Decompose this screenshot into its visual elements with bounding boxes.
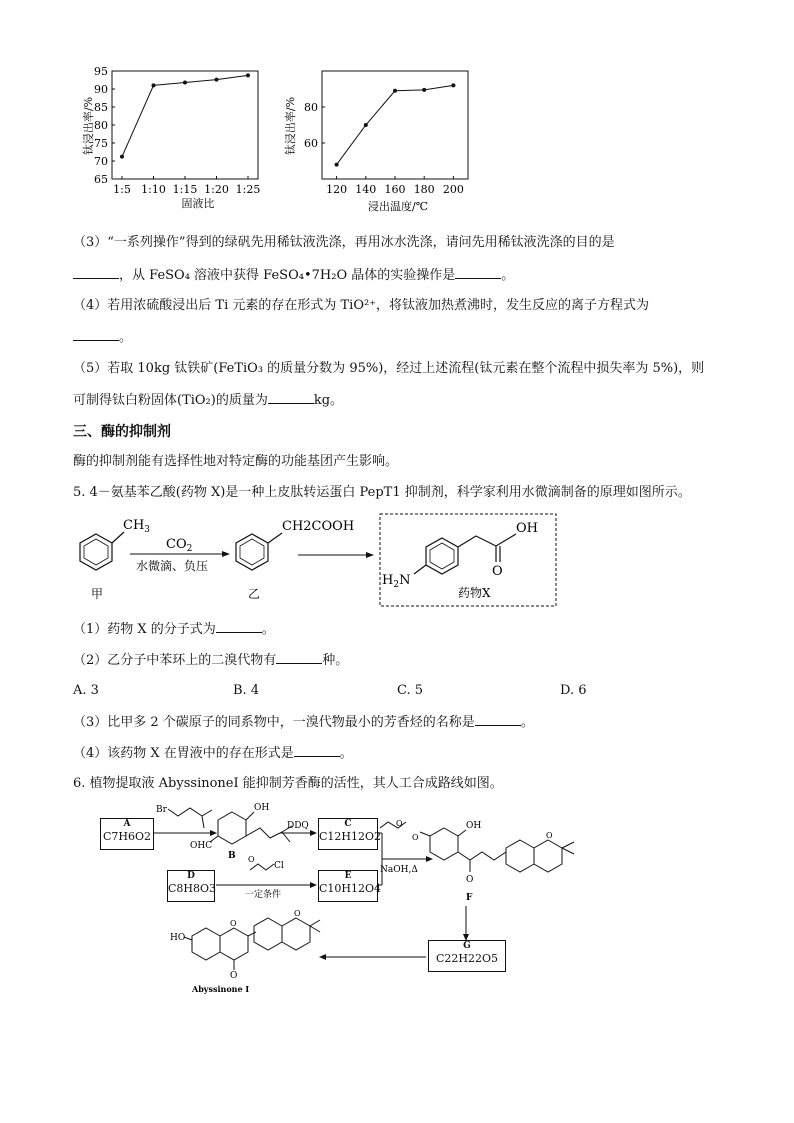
f-o2-label: O (412, 833, 419, 842)
q3-line1: （3）“一系列操作”得到的绿矾先用稀钛液洗涤，再用冰水洗涤，请问先用稀钛液洗涤的目的是 (73, 235, 615, 250)
chromene-ring (534, 840, 562, 872)
ohc-label: OHC (190, 841, 213, 851)
chart-solid-liquid-ratio (80, 60, 280, 220)
x-tick-label: 1:10 (141, 183, 166, 196)
section-intro: 酶的抑制剂能有选择性地对特定酶的功能基团产生影响。 (73, 454, 399, 469)
compound-d-box: D C8H8O3 (167, 870, 215, 902)
q3-line2: ，从 FeSO₄ 溶液中获得 FeSO₄•7H₂O 晶体的实验操作是 。 (73, 266, 514, 285)
y-axis-label: 钛浸出率/% (284, 96, 297, 156)
y-tick-label: 75 (94, 137, 108, 150)
y-tick-label: 85 (94, 101, 108, 114)
side-chain-bonds (458, 534, 516, 547)
q5-sub1: （1）药物 X 的分子式为 。 (73, 622, 275, 637)
answer-blank[interactable] (216, 620, 262, 633)
bond (202, 810, 212, 816)
ab-o1-label: O (230, 919, 237, 928)
x-tick-label: 200 (442, 183, 464, 196)
y-axis-label: 钛浸出率/% (82, 96, 95, 156)
prenyl-bonds (168, 808, 202, 816)
option-a[interactable]: A. 3 (73, 683, 99, 698)
answer-blank[interactable] (73, 328, 119, 341)
answer-blank[interactable] (455, 266, 501, 279)
q5-sub2: （2）乙分子中苯环上的二溴代物有 种。 (73, 653, 349, 668)
benzene-ring-f2 (506, 840, 534, 872)
answer-blank[interactable] (276, 651, 322, 664)
reagent-o-label: O (248, 855, 255, 864)
benzene-ring-ab2 (254, 918, 282, 950)
benzene-ring-ab1 (192, 928, 220, 960)
x-axis-label: 浸出温度/℃ (367, 200, 429, 213)
y-tick-label: 95 (94, 65, 108, 78)
series-line (122, 75, 248, 156)
benzene-ring-inner (84, 539, 108, 565)
answer-blank[interactable] (475, 713, 521, 726)
f-oh-label: OH (466, 821, 482, 831)
x-tick-label: 1:5 (113, 183, 131, 196)
oh-label: OH (516, 521, 538, 536)
data-point (120, 155, 124, 159)
enone-chain (458, 852, 506, 860)
y-tick-label: 80 (304, 101, 318, 114)
synthesis-scheme-x (60, 512, 570, 610)
drug-x-label: 药物X (458, 586, 491, 600)
data-point (364, 123, 368, 127)
ddq-label: DDQ (287, 821, 309, 831)
q5-line2: 可制得钛白粉固体(TiO₂)的质量为 kg。 (73, 393, 344, 408)
answer-blank[interactable] (268, 391, 314, 404)
data-point (215, 78, 219, 82)
bond (562, 848, 574, 854)
bond (310, 920, 320, 926)
option-d[interactable]: D. 6 (560, 683, 587, 698)
arrowhead (310, 830, 317, 836)
b-oh-label: OH (254, 803, 270, 813)
compound-a-box: A C7H6O2 (100, 818, 154, 850)
option-c[interactable]: C. 5 (397, 683, 424, 698)
ab-o2-label: O (230, 971, 238, 981)
bond (246, 812, 254, 820)
x-tick-label: 120 (326, 183, 348, 196)
label-jia: 甲 (91, 587, 104, 601)
br-label: Br (156, 805, 167, 815)
y-tick-label: 60 (304, 137, 318, 150)
chromanone-ring (220, 928, 248, 960)
bond (268, 533, 282, 543)
bond (414, 565, 426, 574)
bond (112, 532, 124, 543)
arrowhead (366, 552, 374, 558)
y-tick-label: 65 (94, 173, 108, 186)
section-heading: 三、酶的抑制剂 (73, 424, 171, 440)
y-tick-label: 70 (94, 155, 108, 168)
option-b[interactable]: B. 4 (233, 683, 260, 698)
condition-label: 水微滴、负压 (136, 559, 209, 573)
data-point (183, 81, 187, 85)
cl-label: Cl (274, 861, 284, 871)
abyssinone-label: Abyssinone I (192, 984, 250, 994)
reagent-bonds (250, 864, 274, 870)
x-tick-label: 1:20 (204, 183, 229, 196)
q5-stem: 5. 4－氨基苯乙酸(药物 X)是一种上皮肽转运蛋白 PepT1 抑制剂，科学家利用水微滴制备的原理如图所示。 (73, 485, 691, 500)
synthesis-scheme-abyssinone (150, 800, 600, 1000)
compound-c-box: C C12H12O2 (318, 818, 378, 850)
data-point (393, 89, 397, 93)
compound-e-box: E C10H12O4 (318, 870, 378, 902)
benzene-ring-f1 (430, 828, 458, 860)
data-point (152, 83, 156, 87)
compound-g-box: G C22H22O5 (428, 940, 506, 972)
ch3-label: $CH_3$ (123, 518, 151, 535)
data-point (451, 83, 455, 87)
q5-sub3: （3）比甲多 2 个碳原子的同系物中，一溴代物最小的芳香烃的名称是 。 (73, 715, 534, 730)
x-tick-label: 1:15 (172, 183, 198, 196)
ab-o3-label: O (294, 909, 301, 918)
plot-frame (322, 71, 468, 179)
bond (562, 842, 574, 848)
bond (310, 926, 320, 932)
chromene-ring-ab (282, 918, 310, 950)
q5-line1: （5）若取 10kg 钛铁矿(FeTiO₃ 的质量分数为 95%)，经过上述流程(钛元素在整个流程中损失率为 5%)，则 (73, 361, 705, 376)
f-o4-label: O (546, 831, 553, 840)
ch2cooh-label: CH2COOH (282, 519, 355, 534)
condition-e-label: 一定条件 (245, 890, 282, 900)
h2n-label: $H_2N$ (382, 573, 411, 590)
series-line (337, 85, 454, 164)
y-tick-label: 90 (94, 83, 108, 96)
benzene-ring-inner (240, 539, 264, 565)
x-axis-label: 固液比 (181, 197, 215, 210)
q6-stem: 6. 植物提取液 AbyssinoneI 能抑制芳香酶的活性，其人工合成路线如图。 (73, 776, 503, 791)
data-point (422, 88, 426, 92)
plot-frame (112, 71, 258, 179)
co2-label: $CO_2$ (166, 537, 193, 554)
q4-line2: 。 (73, 328, 132, 347)
data-point (335, 163, 339, 167)
arrowhead (222, 551, 230, 557)
x-tick-label: 160 (384, 183, 406, 196)
arrowhead (463, 934, 469, 941)
q4-line1: （4）若用浓硫酸浸出后 Ti 元素的存在形式为 TiO²⁺，将钛液加热煮沸时，发生反应的离子方程式为 (73, 298, 650, 313)
naoh-label: NaOH,Δ (380, 865, 418, 875)
arrowhead (310, 882, 317, 888)
x-tick-label: 1:25 (235, 183, 261, 196)
x-tick-label: 140 (355, 183, 377, 196)
answer-blank[interactable] (73, 266, 119, 279)
chart-leach-temperature (280, 60, 480, 220)
label-b: B (228, 851, 236, 861)
data-point (246, 73, 250, 77)
abyssinone-ho-label: HO (170, 933, 186, 943)
q5-sub4: （4）该药物 X 在胃液中的存在形式是 。 (73, 746, 353, 761)
label-yi: 乙 (248, 587, 261, 601)
bond (458, 830, 466, 836)
y-tick-label: 80 (94, 119, 108, 132)
o-label: O (492, 564, 503, 579)
f-o3-label: O (466, 875, 474, 885)
bond (202, 816, 204, 828)
f-o1-label: O (396, 819, 403, 828)
bond (248, 932, 256, 936)
arrowhead (319, 954, 326, 960)
arrowhead (210, 830, 217, 836)
label-f: F (466, 893, 473, 903)
answer-blank[interactable] (294, 744, 340, 757)
bond (420, 832, 430, 836)
x-tick-label: 180 (413, 183, 435, 196)
arrowhead (426, 856, 433, 862)
benzene-ring-inner (430, 543, 454, 569)
prenyl-chain (246, 828, 290, 842)
benzene-ring-b (218, 812, 246, 844)
